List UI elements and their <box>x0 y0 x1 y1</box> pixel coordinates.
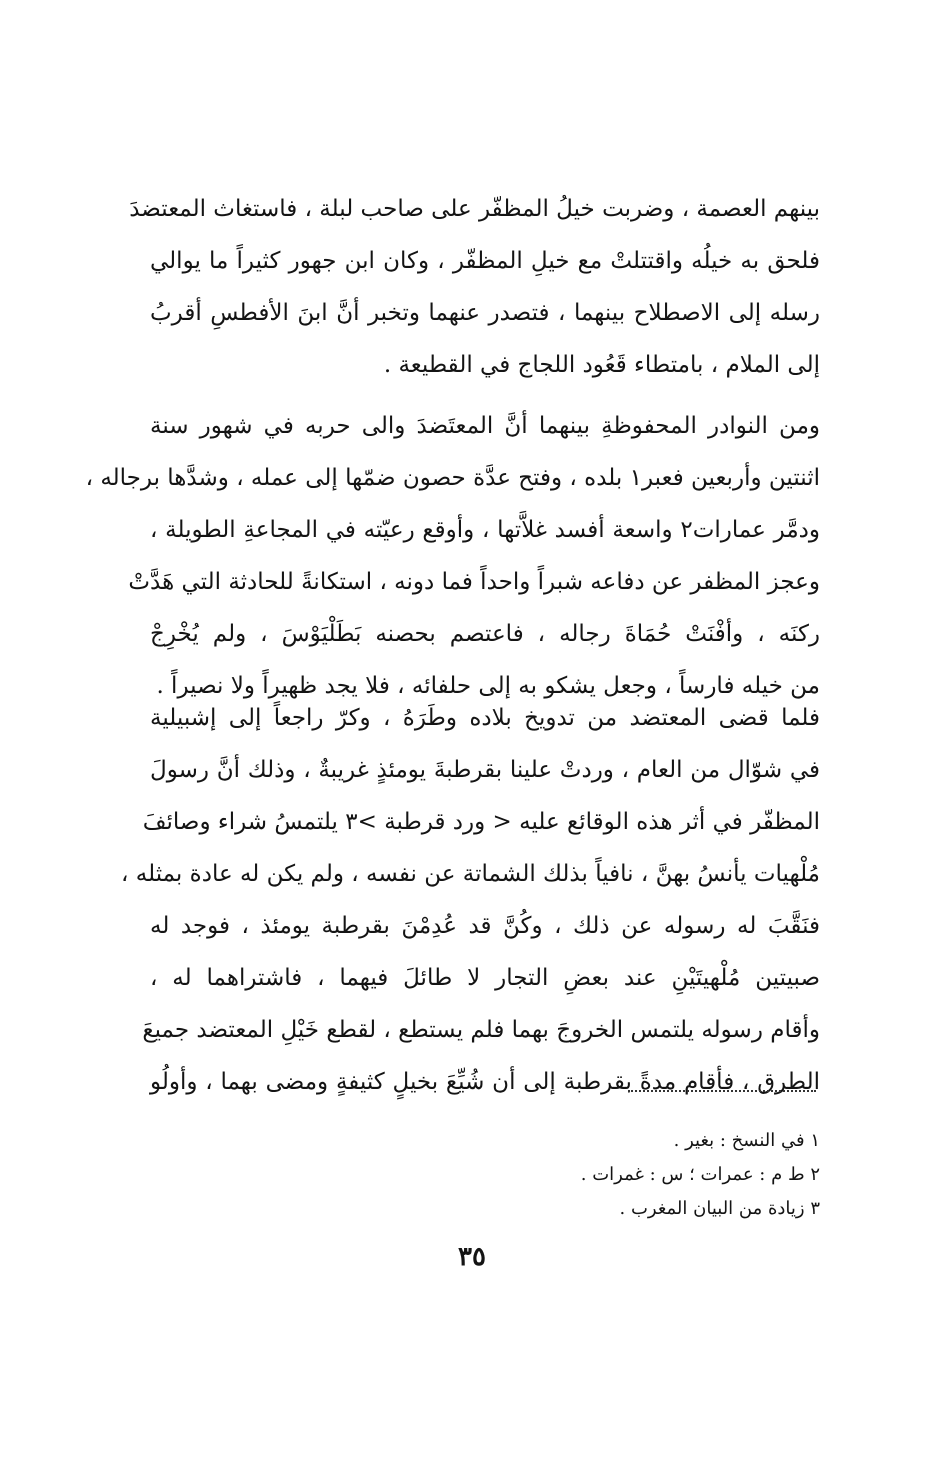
text-line: الطرق ، فأقام مدةً بقرطبة إلى أن شُيِّعَ بخيلٍ كثيفةٍ ومضى بهما ، وأولُو <box>150 1069 820 1095</box>
text-line: وأقام رسوله يلتمس الخروجَ بهما فلم يستطع ، لقطع خَيْلِ المعتضد جميعَ <box>142 1017 820 1043</box>
footnote-divider <box>628 1090 816 1092</box>
paragraph-2 <box>85 400 820 712</box>
paragraph-1 <box>129 183 820 391</box>
text-line: وعجز المظفر عن دفاعه شبراً واحداً فما دونه ، استكانةً للحادثة التي هَدَّتْ <box>128 569 820 595</box>
footnote-3: ٣ زيادة من البيان المغرب . <box>619 1198 820 1219</box>
text-line: اثنتين وأربعين فعبر١ بلده ، وفتح عدَّة حصون ضمّها إلى عمله ، وشدَّها برجاله ، <box>85 465 820 491</box>
text-line: فلما قضى المعتضد من تدويخ بلاده وطَرَهُ ، وكرّ راجعاً إلى إشبيلية <box>150 705 820 731</box>
text-line: صبيتين مُلْهيتَيْنِ عند بعضِ التجار لا طائلَ فيهما ، فاشتراهما له ، <box>150 965 820 991</box>
text-line: مُلْهيات يأنسُ بهنَّ ، نافياً بذلك الشماتة عن نفسه ، ولم يكن له عادة بمثله ، <box>121 861 820 887</box>
footnote-2: ٢ ط م : عمرات ؛ س : غمرات . <box>580 1164 820 1185</box>
text-line: فلحق به خيلُه واقتتلتْ مع خيلِ المظفّر ، وكان ابن جهور كثيراً ما يوالي <box>150 248 820 274</box>
text-line: فنَقَّبَ له رسوله عن ذلك ، وكُنَّ قد عُدِمْنَ بقرطبة يومئذ ، فوجد له <box>150 913 820 939</box>
footnotes <box>400 1124 820 1226</box>
text-line: من خيله فارساً ، وجعل يشكو به إلى حلفائه ، فلا يجد ظهيراً ولا نصيراً . <box>156 673 820 699</box>
footnote-1: ١ في النسخ : بغير . <box>673 1130 820 1151</box>
text-line: ركنَه ، وأفْنَتْ حُمَاةَ رجاله ، فاعتصم بحصنه بَطَلْيَوْسَ ، ولم يُخْرِجْ <box>150 621 820 647</box>
text-line: إلى الملام ، بامتطاء قَعُود اللجاج في القطيعة . <box>383 352 820 378</box>
page-number: ٣٥ <box>458 1242 486 1272</box>
paragraph-3 <box>121 692 820 1108</box>
text-line: ومن النوادر المحفوظةِ بينهما أنَّ المعتَضدَ والى حربه في شهور سنة <box>150 413 820 439</box>
text-line: بينهم العصمة ، وضربت خيلُ المظفّر على صاحب لبلة ، فاستغاث المعتضدَ <box>129 196 820 222</box>
text-line: ودمَّر عمارات٢ واسعة أفسد غلاَّتها ، وأوقع رعيّته في المجاعةِ الطويلة ، <box>150 517 820 543</box>
text-line: المظفّر في أثر هذه الوقائع عليه < ورد قرطبة >٣ يلتمسُ شراء وصائفَ <box>142 809 820 835</box>
text-line: في شوّال من العام ، وردتْ علينا بقرطبةَ يومئذٍ غريبةٌ ، وذلك أنَّ رسولَ <box>150 757 820 783</box>
text-line: رسله إلى الاصطلاح بينهما ، فتصدر عنهما وتخبر أنَّ ابنَ الأفطسِ أقربُ <box>150 300 820 326</box>
